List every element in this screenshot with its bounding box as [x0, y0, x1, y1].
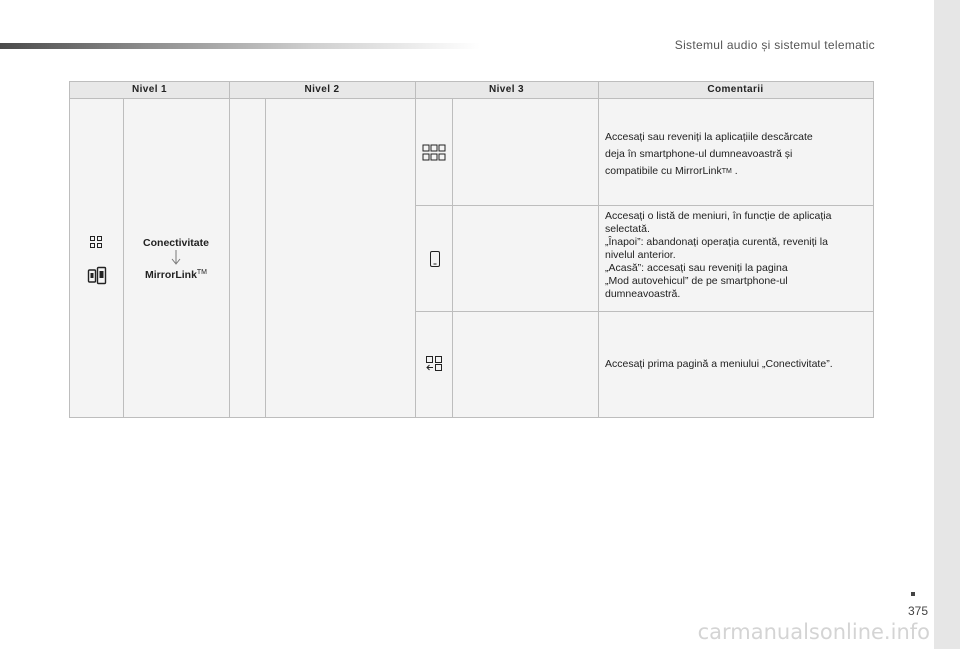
comment-line: „Mod autovehicul” de pe smartphone-ul: [605, 275, 788, 287]
comment-row-3: [605, 358, 867, 371]
connectivity-icon: [89, 235, 103, 249]
comment-line: dumneavoastră.: [605, 288, 681, 300]
comment-line: deja în smartphone-ul dumneavoastră și: [605, 148, 793, 160]
comment-row-2: [605, 210, 867, 301]
grid-line: [229, 82, 230, 417]
level1-conectivitate: Conectivitate: [143, 237, 209, 249]
comment-text: compatibile cu MirrorLink: [605, 165, 722, 177]
level1-mirrorlink: [136, 269, 216, 281]
back-to-connectivity-icon: [425, 355, 443, 372]
comment-line: [605, 163, 867, 180]
comment-line: selectată.: [605, 223, 650, 235]
grid-line: [415, 82, 416, 417]
mirrorlink-label: MirrorLink: [144, 269, 197, 281]
smartphone-icon: [429, 250, 441, 268]
grid-line: [598, 82, 599, 417]
mirrorlink-icon: [87, 266, 107, 286]
table-header-row: [70, 82, 873, 99]
grid-line: [123, 99, 124, 417]
comment-line: „Acasă”: accesați sau reveniți la pagina: [605, 262, 788, 274]
comment-tail: .: [734, 165, 738, 177]
row-divider: [415, 205, 873, 206]
watermark: carmanualsonline.info: [697, 620, 930, 644]
comment-line: „Înapoi”: abandonați operația curentă, reveniți la: [605, 236, 828, 248]
header-nivel-3: Nivel 3: [488, 84, 525, 95]
page-marker: [911, 592, 915, 596]
page-side-strip: [934, 0, 960, 649]
page-number: 375: [907, 604, 928, 618]
page-title: Sistemul audio și sistemul telematic: [674, 38, 875, 52]
comment-tm: TM: [721, 168, 732, 175]
comment-row-1: [605, 129, 867, 180]
row-divider: [415, 311, 873, 312]
grid-line: [452, 99, 453, 417]
comment-line: Accesați o listă de meniuri, în funcție de aplicația: [605, 210, 832, 222]
header-comentarii: Comentarii: [707, 84, 764, 95]
menu-table: [69, 81, 874, 418]
comment-line: Accesați sau reveniți la aplicațiile descărcate: [605, 131, 813, 143]
comment-line: nivelul anterior.: [605, 249, 676, 261]
header-gradient-bar: [0, 43, 480, 49]
comment-line: Accesați prima pagină a meniului „Conectivitate”.: [605, 358, 833, 370]
arrow-down-icon: [171, 250, 181, 267]
mirrorlink-tm: TM: [196, 269, 208, 276]
header-nivel-1: Nivel 1: [131, 84, 168, 95]
header-nivel-2: Nivel 2: [304, 84, 340, 95]
apps-grid-icon: [422, 144, 446, 162]
grid-line: [265, 99, 266, 417]
